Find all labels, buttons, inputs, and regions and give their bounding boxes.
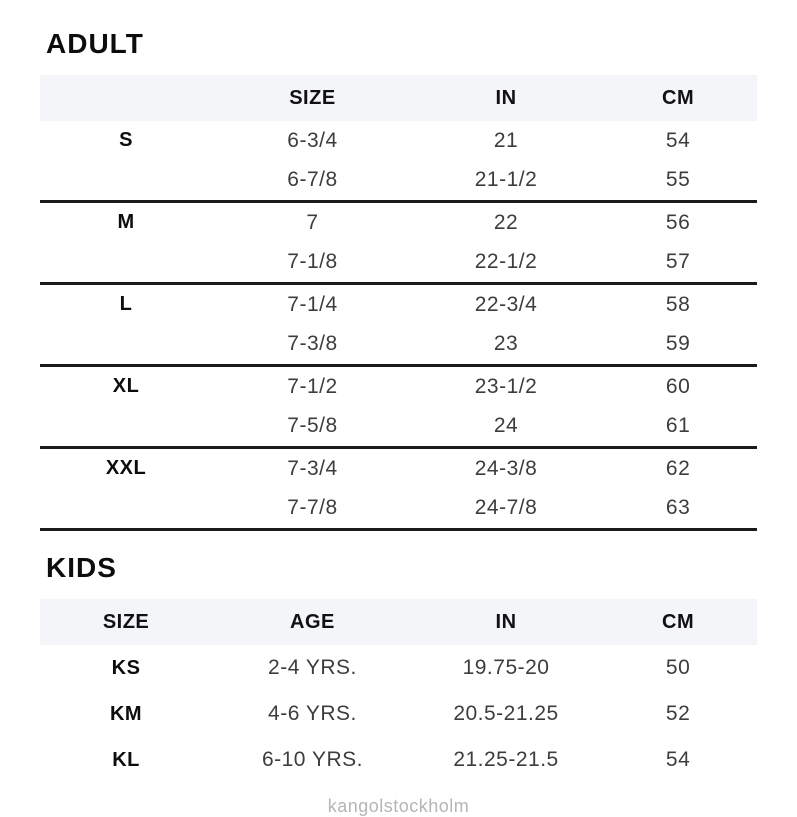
watermark-text: kangolstockholm: [327, 796, 470, 816]
centimeters-cell: 56: [665, 210, 691, 234]
table-row: [40, 161, 757, 201]
inches-cell: 24-7/8: [474, 496, 538, 520]
table-row: [40, 691, 757, 737]
size-label-cell: XL: [112, 375, 140, 398]
size-label-cell: L: [119, 293, 133, 316]
hat-size-cell: 7-5/8: [287, 414, 338, 438]
kids-header-size: SIZE: [102, 610, 150, 633]
adult-table-body: [40, 121, 757, 531]
inches-cell: 24: [493, 414, 519, 438]
size-label-cell: KM: [109, 702, 143, 725]
table-row: [40, 121, 757, 161]
size-chart-page: [40, 0, 757, 817]
table-row: [40, 325, 757, 365]
size-label-cell: KS: [111, 656, 141, 679]
centimeters-cell: 62: [665, 456, 691, 480]
age-cell: 2-4 YRS.: [268, 656, 357, 679]
centimeters-cell: 55: [665, 168, 691, 192]
centimeters-cell: 60: [665, 374, 691, 398]
size-label-cell: S: [119, 129, 133, 152]
table-row: [40, 407, 757, 447]
inches-cell: 21.25-21.5: [453, 748, 559, 771]
hat-size-cell: 6-7/8: [287, 168, 338, 192]
hat-size-cell: 7-3/4: [287, 456, 338, 480]
table-row: [40, 367, 757, 407]
table-row: [40, 737, 757, 783]
adult-size-group: [40, 121, 757, 203]
hat-size-cell: 7-3/8: [287, 332, 338, 356]
adult-header-cm: CM: [662, 86, 695, 109]
kids-table-body: [40, 645, 757, 783]
table-row: [40, 243, 757, 283]
hat-size-cell: 7-1/2: [287, 374, 338, 398]
inches-cell: 20.5-21.25: [453, 702, 559, 725]
adult-section-title: ADULT: [46, 28, 144, 59]
adult-header-in: IN: [495, 86, 517, 109]
inches-cell: 22-3/4: [474, 292, 538, 316]
hat-size-cell: 7-7/8: [287, 496, 338, 520]
centimeters-cell: 63: [665, 496, 691, 520]
table-row: [40, 645, 757, 691]
kids-header-in: IN: [495, 610, 517, 633]
size-label-cell: M: [117, 211, 135, 234]
centimeters-cell: 50: [665, 656, 691, 679]
table-row: [40, 489, 757, 529]
inches-cell: 19.75-20: [462, 656, 550, 679]
kids-section-title: KIDS: [46, 552, 117, 583]
hat-size-cell: 7-1/4: [287, 292, 338, 316]
age-cell: 4-6 YRS.: [268, 702, 357, 725]
hat-size-cell: 7-1/8: [287, 250, 338, 274]
inches-cell: 24-3/8: [474, 456, 538, 480]
centimeters-cell: 61: [665, 414, 691, 438]
inches-cell: 22-1/2: [474, 250, 538, 274]
inches-cell: 21: [493, 128, 519, 152]
size-label-cell: KL: [112, 748, 140, 771]
centimeters-cell: 59: [665, 332, 691, 356]
age-cell: 6-10 YRS.: [261, 748, 363, 771]
kids-table-header-row: [40, 599, 757, 645]
size-label-cell: XXL: [105, 457, 147, 480]
adult-table-header-row: [40, 75, 757, 121]
centimeters-cell: 52: [665, 702, 691, 725]
inches-cell: 21-1/2: [474, 168, 538, 192]
table-row: [40, 203, 757, 243]
kids-size-table: [40, 599, 757, 783]
inches-cell: 23-1/2: [474, 374, 538, 398]
kids-header-cm: CM: [662, 610, 695, 633]
adult-size-group: [40, 203, 757, 285]
table-row: [40, 285, 757, 325]
kids-header-age: AGE: [290, 610, 335, 633]
adult-header-size: SIZE: [289, 86, 336, 109]
table-row: [40, 449, 757, 489]
adult-size-group: [40, 449, 757, 531]
adult-size-group: [40, 367, 757, 449]
centimeters-cell: 57: [665, 250, 691, 274]
centimeters-cell: 58: [665, 292, 691, 316]
inches-cell: 23: [493, 332, 519, 356]
hat-size-cell: 6-3/4: [287, 128, 338, 152]
centimeters-cell: 54: [665, 748, 691, 771]
hat-size-cell: 7: [306, 210, 319, 234]
adult-size-group: [40, 285, 757, 367]
adult-size-table: [40, 75, 757, 531]
centimeters-cell: 54: [665, 128, 691, 152]
inches-cell: 22: [493, 210, 519, 234]
